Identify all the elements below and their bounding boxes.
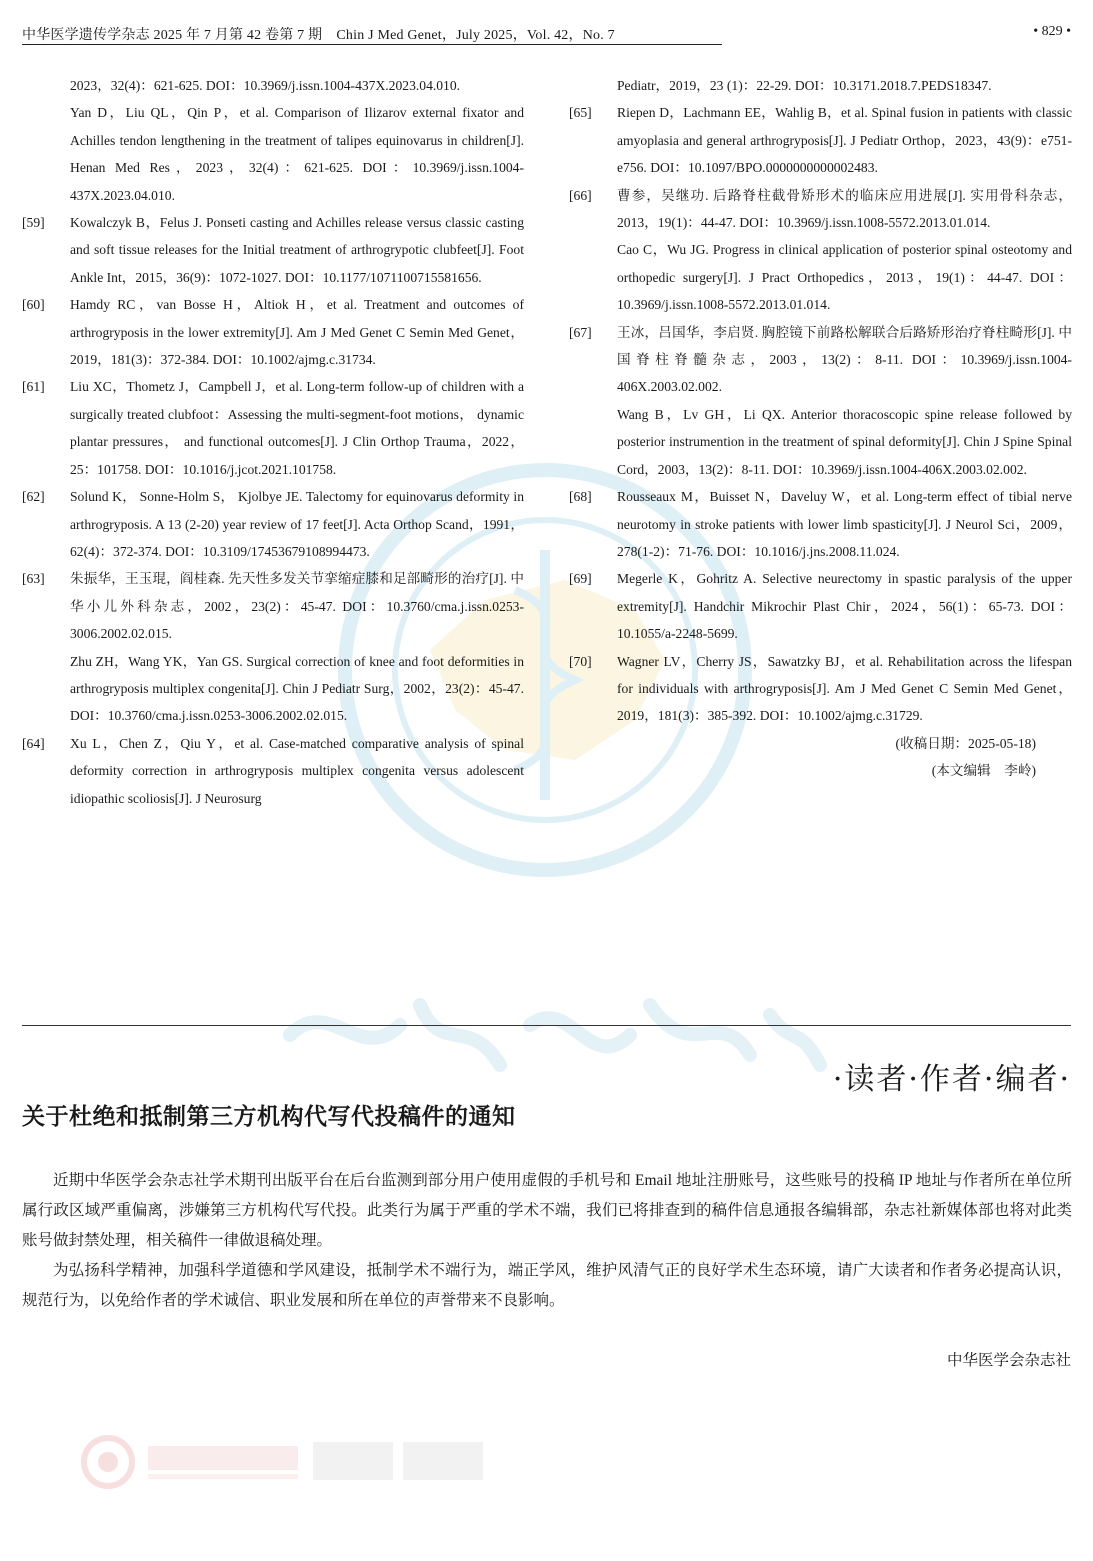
reference-number: [60] (22, 297, 45, 313)
reference-text: Yan D，Liu QL，Qin P，et al. Comparison of Ilizarov external fixator and Achilles tendon lengthening in the treatment of talipes equinovarus in children[J]. Henan Med Res，2023，32(4)：621-625. DOI：10.3969/j.issn.1004-437X.2023.04.010. (70, 105, 524, 203)
header-rule (22, 44, 722, 45)
reference-number: [68] (569, 489, 592, 505)
publisher-logo-watermark (78, 1432, 498, 1492)
notice-body (22, 1166, 1072, 1316)
reference-text: 2023，32(4)：621-625. DOI：10.3969/j.issn.1004-437X.2023.04.010. (70, 78, 461, 93)
editor-credit: (本文编辑 李岭) (931, 763, 1036, 779)
reference-item (569, 401, 1072, 483)
reference-text: 朱振华，王玉琨，阎桂森. 先天性多发关节挛缩症膝和足部畸形的治疗[J]. 中华小儿外科杂志，2002，23(2)：45-47. DOI：10.3760/cma.j.issn.0253-3006.2002.02.015. (70, 571, 524, 642)
reference-item (569, 319, 1072, 401)
references-left-column (22, 72, 524, 812)
reference-text: Xu L，Chen Z，Qiu Y，et al. Case-matched comparative analysis of spinal deformity correction in arthrogryposis multiplex congenita versus adolescent idiopathic scoliosis[J]. J Neurosurg (70, 735, 524, 806)
reference-item (22, 565, 524, 647)
reference-text: Cao C，Wu JG. Progress in clinical application of posterior spinal osteotomy and orthopedic surgery[J]. J Pract Orthopedics，2013，19(1)：44-47. DOI：10.3969/j.issn.1008-5572.2013.01.014. (617, 242, 1072, 313)
reference-item (22, 483, 524, 565)
reference-number: [64] (22, 735, 45, 751)
reference-item (22, 373, 524, 483)
reference-item (569, 565, 1072, 647)
reference-item (22, 99, 524, 209)
reference-text: 曹参，吴继功. 后路脊柱截骨矫形术的临床应用进展[J]. 实用骨科杂志，2013，19(1)：44-47. DOI：10.3969/j.issn.1008-5572.2013.01.014. (617, 187, 1072, 231)
notice-signature: 中华医学会杂志社 (946, 1352, 1071, 1369)
reference-number: [69] (569, 571, 592, 587)
reference-text: Kowalczyk B，Felus J. Ponseti casting and Achilles release versus classic casting and soft tissue releases for the Initial treatment of arthrogrypotic clubfeet[J]. Foot Ankle Int，2015，36(9)：1072-1027. DOI：10.1177/1071100715581656. (70, 215, 524, 285)
received-date: (收稿日期：2025-05-18) (895, 735, 1036, 751)
calligraphy-watermark (270, 985, 830, 1080)
reference-number: [70] (569, 653, 592, 669)
section-divider (22, 1025, 1071, 1026)
running-header (22, 22, 1071, 48)
reference-text: Pediatr，2019，23 (1)：22-29. DOI：10.3171.2018.7.PEDS18347. (617, 78, 992, 93)
reference-text: Solund K， Sonne-Holm S， Kjolbye JE. Talectomy for equinovarus deformity in arthrogryposis. A 13 (2-20) year review of 17 feet[J]. Acta Orthop Scand，1991，62(4)：372-374. DOI：10.3109/17453679108994473. (70, 489, 524, 559)
notice-paragraph: 为弘扬科学精神，加强科学道德和学风建设，抵制学术不端行为，端正学风，维护风清气正的良好学术生态环境，请广大读者和作者务必提高认识，规范行为，以免给作者的学术诚信、职业发展和所在单位的声誉带来不良影响。 (22, 1262, 1072, 1309)
reference-text: Liu XC，Thometz J，Campbell J，et al. Long-term follow-up of children with a surgically treated clubfoot：Assessing the multi-segment-foot motions， dynamic plantar pressures， and functional outcomes[J]. J Clin Orthop Trauma，2022，25：101758. DOI：10.1016/j.jcot.2021.101758. (70, 379, 524, 477)
reference-number: [63] (22, 571, 45, 587)
reference-item (569, 648, 1072, 730)
reference-item (22, 291, 524, 373)
reference-item (22, 72, 524, 99)
page-number: • 829 • (1033, 24, 1071, 39)
reference-text: Wagner LV，Cherry JS，Sawatzky BJ，et al. Rehabilitation across the lifespan for individuals with arthrogryposis[J]. Am J Med Genet C Semin Med Genet，2019，181(3)：385-392. DOI：10.1002/ajmg.c.31729. (617, 653, 1072, 724)
reference-text: 王冰，吕国华，李启贤. 胸腔镜下前路松解联合后路矫形治疗脊柱畸形[J]. 中国脊柱脊髓杂志，2003，13(2)：8-11. DOI：10.3969/j.issn.1004-406X.2003.02.002. (617, 324, 1072, 395)
reference-item (569, 236, 1072, 318)
notice-paragraph: 近期中华医学会杂志社学术期刊出版平台在后台监测到部分用户使用虚假的手机号和 Email 地址注册账号，这些账号的投稿 IP 地址与作者所在单位所属行政区域严重偏离，涉嫌第三方机构代写代投。此类行为属于严重的学术不端，我们已将排查到的稿件信息通报各编辑部，杂志社新媒体部也将对此类账号做封禁处理，相关稿件一律做退稿处理。 (22, 1172, 1072, 1249)
reference-number: [59] (22, 215, 45, 231)
reference-text: Rousseaux M，Buisset N，Daveluy W，et al. Long-term effect of tibial nerve neurotomy in stroke patients with lower limb spasticity[J]. J Neurol Sci，2009，278(1-2)：71-76. DOI：10.1016/j.jns.2008.11.024. (617, 489, 1072, 559)
reference-text: Riepen D，Lachmann EE，Wahlig B，et al. Spinal fusion in patients with classic amyoplasia and general arthrogryposis[J]. J Pediatr Orthop，2023，43(9)：e751-e756. DOI：10.1097/BPO.0000000000002483. (617, 105, 1072, 176)
notice-title: 关于杜绝和抵制第三方机构代写代投稿件的通知 (22, 1104, 516, 1130)
reference-number: [67] (569, 324, 592, 340)
reference-item (22, 209, 524, 291)
reference-item (22, 648, 524, 730)
reference-item (569, 99, 1072, 181)
reference-number: [65] (569, 105, 592, 121)
reference-text: Megerle K，Gohritz A. Selective neurectomy in spastic paralysis of the upper extremity[J]. Handchir Mikrochir Plast Chir，2024，56(1)：65-73. DOI：10.1055/a-2248-5699. (617, 571, 1072, 642)
reference-text: Hamdy RC，van Bosse H，Altiok H，et al. Treatment and outcomes of arthrogryposis in the lower extremity[J]. Am J Med Genet C Semin Med Genet，2019，181(3)：372-384. DOI：10.1002/ajmg.c.31734. (70, 297, 524, 368)
reference-number: [61] (22, 379, 45, 395)
reference-item (569, 483, 1072, 565)
reference-text: Zhu ZH，Wang YK，Yan GS. Surgical correction of knee and foot deformities in arthrogryposis multiplex congenita[J]. Chin J Pediatr Surg，2002，23(2)：45-47. DOI：10.3760/cma.j.issn.0253-3006.2002.02.015. (70, 653, 524, 724)
references-right-column (569, 72, 1072, 785)
reference-number: [66] (569, 187, 592, 203)
reference-item (569, 72, 1072, 99)
section-tag: ·读者·作者·编者· (832, 1062, 1071, 1097)
journal-citation-header: 中华医学遗传学杂志 2025 年 7 月第 42 卷第 7 期 Chin J Med Genet，July 2025，Vol. 42，No. 7 (22, 28, 615, 43)
reference-item (569, 182, 1072, 237)
reference-text: Wang B，Lv GH，Li QX. Anterior thoracoscopic spine release followed by posterior instrumention in the treatment of spinal deformity[J]. Chin J Spine Spinal Cord，2003，13(2)：8-11. DOI：10.3969/j.issn.1004-406X.2003.02.002. (617, 406, 1072, 477)
reference-number: [62] (22, 489, 45, 505)
reference-item (22, 730, 524, 812)
